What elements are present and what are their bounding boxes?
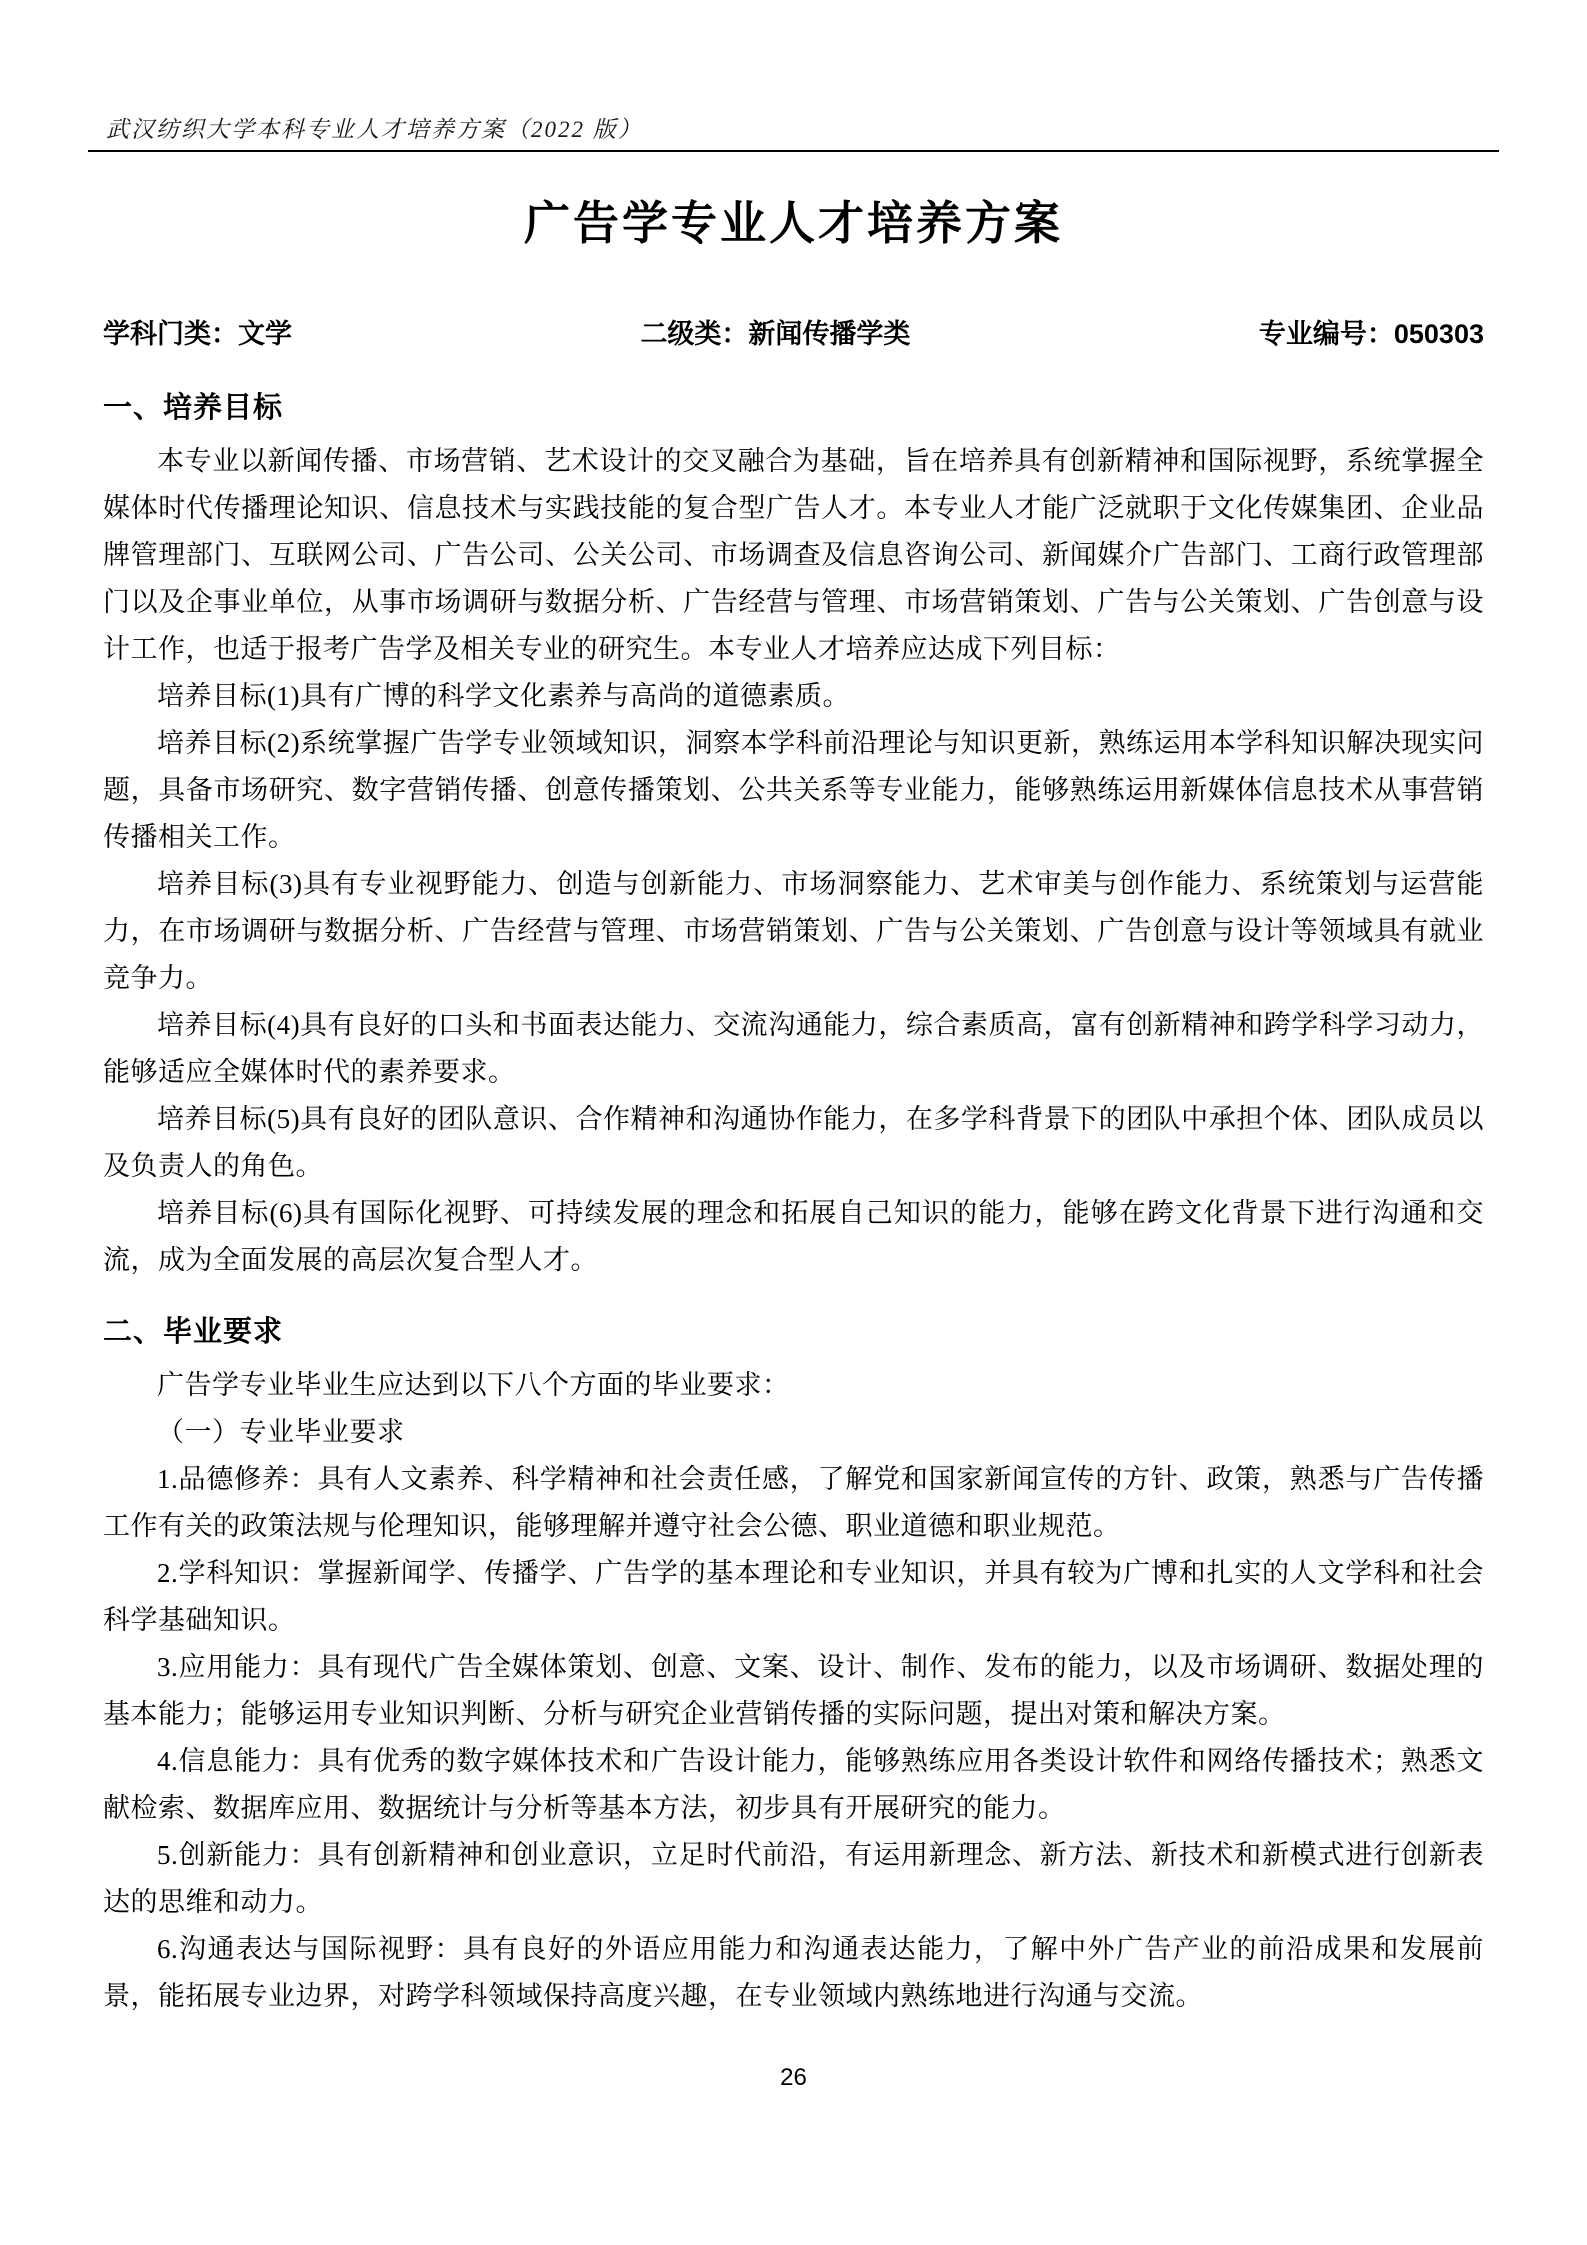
paragraph-objective-1: 培养目标(1)具有广博的科学文化素养与高尚的道德素质。 [157,681,850,711]
meta-row [103,318,1484,350]
paragraph-requirement-5-innovation: 5.创新能力：具有创新精神和创业意识，立足时代前沿，有运用新理念、新方法、新技术和新模式进行创新表达的思维和动力。 [103,1840,1484,1917]
paragraph-requirement-6-communication: 6.沟通表达与国际视野：具有良好的外语应用能力和沟通表达能力，了解中外广告产业的前沿成果和发展前景，能拓展专业边界，对跨学科领域保持高度兴趣，在专业领域内熟练地进行沟通与交流。 [103,1934,1484,2011]
paragraph-requirement-1-ethics: 1.品德修养：具有人文素养、科学精神和社会责任感，了解党和国家新闻宣传的方针、政策，熟悉与广告传播工作有关的政策法规与伦理知识，能够理解并遵守社会公德、职业道德和职业规范。 [103,1464,1484,1541]
paragraph-requirement-4-information: 4.信息能力：具有优秀的数字媒体技术和广告设计能力，能够熟练应用各类设计软件和网络传播技术；熟悉文献检索、数据库应用、数据统计与分析等基本方法，初步具有开展研究的能力。 [103,1746,1484,1823]
section-heading-training-objectives: 一、培养目标 [103,392,284,424]
paragraph-requirement-3-application: 3.应用能力：具有现代广告全媒体策划、创意、文案、设计、制作、发布的能力，以及市场调研、数据处理的基本能力；能够运用专业知识判断、分析与研究企业营销传播的实际问题，提出对策和解决方案。 [103,1652,1484,1729]
running-header [88,0,1499,152]
meta-discipline-category: 学科门类：文学 [103,319,292,349]
paragraph-objective-5: 培养目标(5)具有良好的团队意识、合作精神和沟通协作能力，在多学科背景下的团队中承担个体、团队成员以及负责人的角色。 [103,1104,1484,1181]
page-title: 广告学专业人才培养方案 [524,197,1063,249]
meta-major-code: 专业编号：050303 [1258,319,1484,349]
paragraph-objective-2: 培养目标(2)系统掌握广告学专业领域知识，洞察本学科前沿理论与知识更新，熟练运用本学科知识解决现实问题，具备市场研究、数字营销传播、创意传播策划、公共关系等专业能力，能够熟练运用新媒体信息技术从事营销传播相关工作。 [103,728,1484,852]
paragraph-objective-4: 培养目标(4)具有良好的口头和书面表达能力、交流沟通能力，综合素质高，富有创新精神和跨学科学习动力，能够适应全媒体时代的素养要求。 [103,1010,1484,1087]
paragraph-overview: 本专业以新闻传播、市场营销、艺术设计的交叉融合为基础，旨在培养具有创新精神和国际视野，系统掌握全媒体时代传播理论知识、信息技术与实践技能的复合型广告人才。本专业人才能广泛就职于文化传媒集团、企业品牌管理部门、互联网公司、广告公司、公关公司、市场调查及信息咨询公司、新闻媒介广告部门、工商行政管理部门以及企事业单位，从事市场调研与数据分析、广告经营与管理、市场营销策划、广告与公关策划、广告创意与设计工作，也适于报考广告学及相关专业的研究生。本专业人才培养应达成下列目标： [103,446,1484,664]
paragraph-objective-3: 培养目标(3)具有专业视野能力、创造与创新能力、市场洞察能力、艺术审美与创作能力、系统策划与运营能力，在市场调研与数据分析、广告经营与管理、市场营销策划、广告与公关策划、广告创意与设计等领域具有就业竞争力。 [103,869,1484,993]
running-header-text: 武汉纺织大学本科专业人才培养方案（2022 版） [106,117,643,142]
meta-secondary-category: 二级类：新闻传播学类 [640,319,911,349]
section-heading-graduation-requirements: 二、毕业要求 [103,1316,284,1348]
document-content [103,152,1484,2020]
paragraph-requirements-intro: 广告学专业毕业生应达到以下八个方面的毕业要求： [157,1370,790,1400]
paragraph-professional-requirements-subhead: （一）专业毕业要求 [157,1417,405,1447]
paragraph-objective-6: 培养目标(6)具有国际化视野、可持续发展的理念和拓展自己知识的能力，能够在跨文化背景下进行沟通和交流，成为全面发展的高层次复合型人才。 [103,1198,1484,1275]
page-number: 26 [780,2064,807,2091]
paragraph-requirement-2-knowledge: 2.学科知识：掌握新闻学、传播学、广告学的基本理论和专业知识，并具有较为广博和扎实的人文学科和社会科学基础知识。 [103,1558,1484,1635]
